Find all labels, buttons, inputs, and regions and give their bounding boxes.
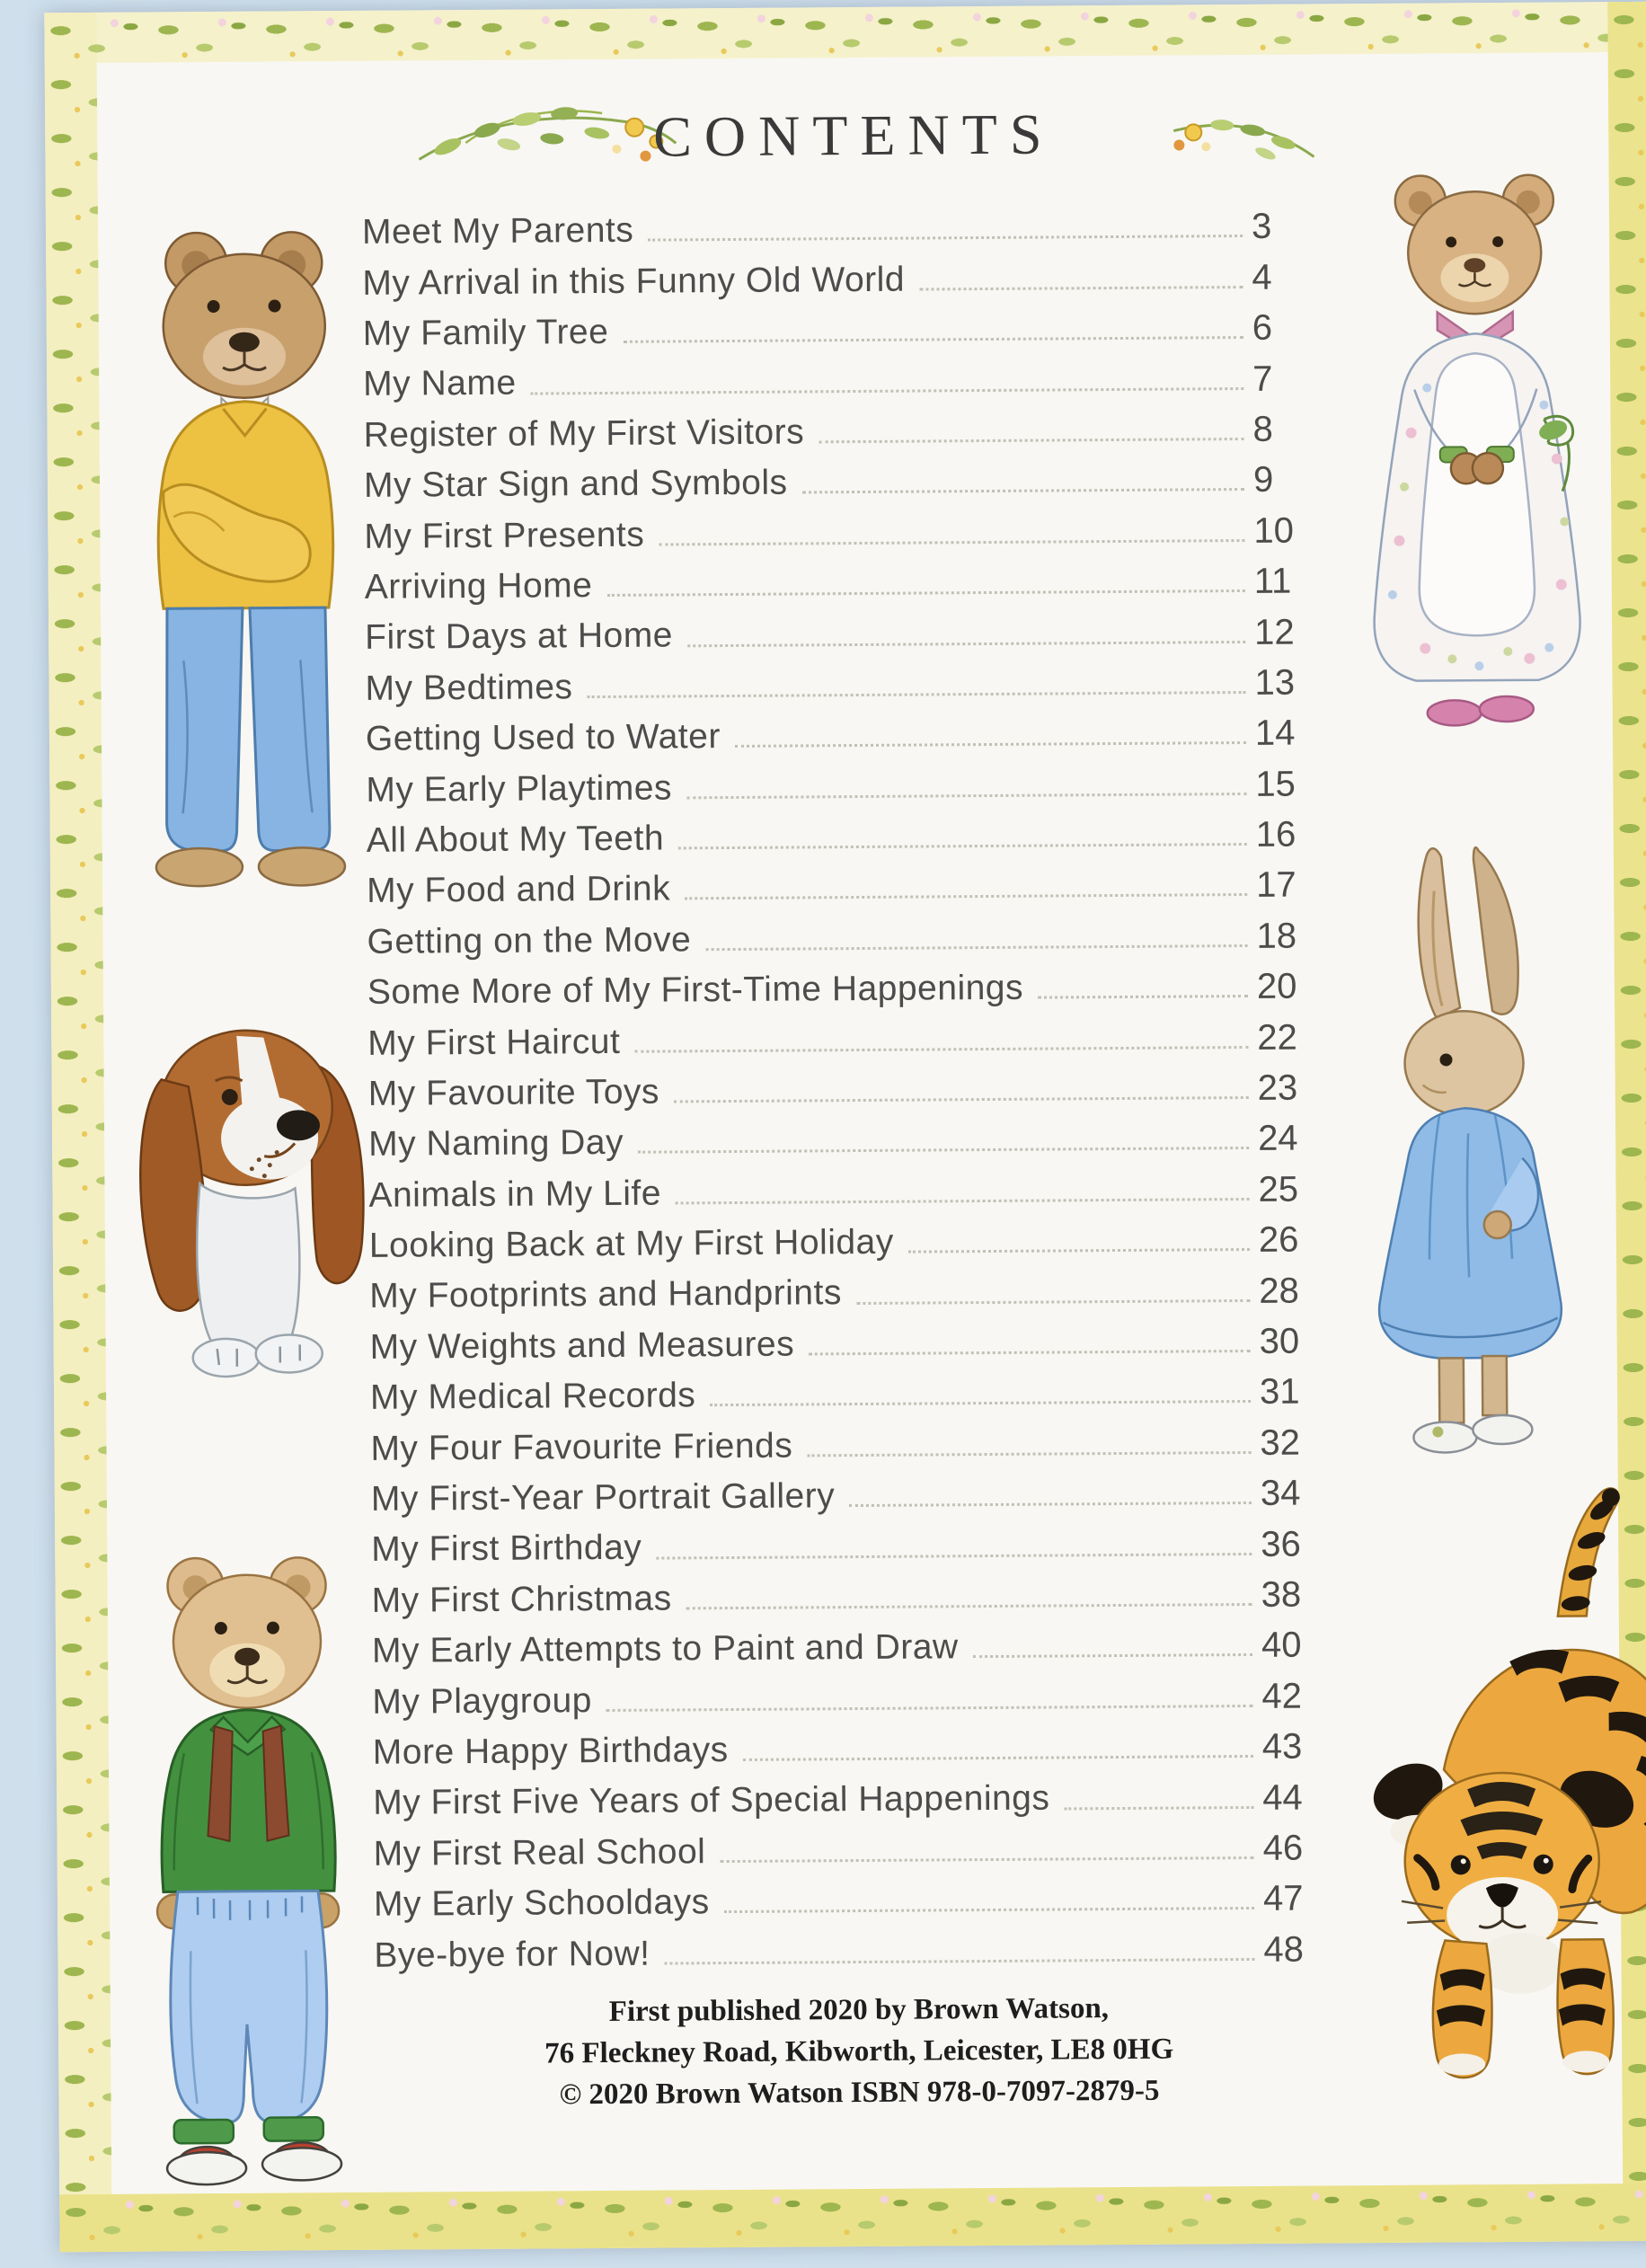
- toc-entry-page: 22: [1257, 1017, 1297, 1058]
- toc-entry: [366, 701, 1334, 758]
- toc-entry-label: My First Five Years of Special Happenings: [373, 1778, 1050, 1823]
- toc-entry-page: 16: [1255, 814, 1296, 855]
- dotted-leader: [1064, 1805, 1253, 1809]
- toc-entry-label: Getting Used to Water: [365, 717, 721, 759]
- dotted-leader: [687, 641, 1245, 647]
- toc-entry-label: Some More of My First-Time Happenings: [367, 968, 1024, 1012]
- dotted-leader: [819, 438, 1243, 443]
- toc-entry: [362, 245, 1331, 303]
- toddler-teddy-bear-illustration: [112, 1537, 382, 2190]
- toc-entry-label: My Family Tree: [362, 313, 609, 353]
- toc-entry-label: My First-Year Portrait Gallery: [370, 1476, 836, 1519]
- dotted-leader: [678, 843, 1247, 849]
- toc-entry-page: 3: [1251, 207, 1272, 247]
- toc-entry-label: Arriving Home: [364, 566, 593, 607]
- dotted-leader: [720, 1856, 1253, 1863]
- toc-entry: [367, 904, 1335, 961]
- dotted-leader: [623, 336, 1243, 343]
- mother-teddy-bear-illustration: [1350, 162, 1606, 761]
- imprint-line-2: 76 Fleckney Road, Kibworth, Leicester, LE8 0HG: [544, 2033, 1174, 2070]
- dotted-leader: [735, 741, 1246, 748]
- toc-entry-page: 14: [1254, 713, 1296, 754]
- father-teddy-bear-illustration: [109, 192, 383, 895]
- book-page: [44, 2, 1646, 2253]
- toc-entry-page: 17: [1255, 865, 1296, 906]
- toc-entry: [367, 954, 1336, 1012]
- rabbit-illustration: [1344, 836, 1591, 1466]
- toc-entry: [367, 1006, 1336, 1063]
- toc-entry-page: 18: [1256, 916, 1297, 956]
- toc-entry-label: My Bedtimes: [365, 668, 573, 708]
- toc-entry-label: Animals in My Life: [368, 1174, 662, 1215]
- imprint-line-3: © 2020 Brown Watson ISBN 978-0-7097-2879-5: [559, 2074, 1160, 2112]
- toc-entry-label: My Favourite Toys: [367, 1072, 660, 1113]
- toc-entry-page: 23: [1257, 1068, 1298, 1108]
- toc-entry-page: 8: [1252, 409, 1273, 449]
- toc-entry-label: My Early Playtimes: [366, 768, 673, 810]
- toc-entry-label: My Playgroup: [372, 1680, 593, 1722]
- toc-entry: [363, 397, 1332, 455]
- dotted-leader: [973, 1653, 1252, 1658]
- dotted-leader: [856, 1299, 1250, 1305]
- dotted-leader: [809, 1350, 1251, 1355]
- toc-entry: [365, 549, 1333, 607]
- toc-entry-page: 48: [1263, 1929, 1305, 1970]
- toc-entry: [373, 1765, 1341, 1822]
- toc-entry-page: 31: [1259, 1371, 1300, 1413]
- dotted-leader: [648, 235, 1243, 242]
- toc-entry-page: 25: [1258, 1169, 1299, 1209]
- dotted-leader: [676, 1198, 1250, 1204]
- toc-entry: [365, 599, 1333, 657]
- toc-entry-label: My Four Favourite Friends: [370, 1426, 793, 1468]
- toc-entry-label: My Medical Records: [369, 1376, 696, 1418]
- toc-entry: [371, 1511, 1340, 1569]
- toc-entry-page: 7: [1252, 359, 1273, 399]
- toc-entry: [368, 1157, 1337, 1215]
- dotted-leader: [634, 1046, 1248, 1053]
- dotted-leader: [908, 1248, 1250, 1254]
- toc-entry-label: My Early Attempts to Paint and Draw: [371, 1627, 959, 1671]
- toc-entry-label: Register of My First Visitors: [363, 412, 805, 455]
- toc-entry: [373, 1816, 1341, 1874]
- toc-entry: [371, 1461, 1340, 1519]
- toc-entry-page: 4: [1252, 257, 1272, 297]
- toc-entry-label: My First Presents: [364, 515, 645, 556]
- toc-entry-page: 46: [1262, 1828, 1304, 1868]
- toc-entry: [373, 1714, 1341, 1772]
- toc-entry-page: 43: [1261, 1726, 1303, 1767]
- toc-entry: [362, 194, 1331, 252]
- toc-entry-page: 32: [1260, 1422, 1301, 1463]
- toc-entry-page: 34: [1260, 1473, 1301, 1514]
- toc-list: [362, 194, 1343, 1974]
- imprint-line-1: First published 2020 by Brown Watson,: [608, 1992, 1110, 2028]
- toc-entry-page: 30: [1259, 1321, 1300, 1361]
- dotted-leader: [638, 1147, 1249, 1154]
- toc-entry-label: Bye-bye for Now!: [374, 1934, 650, 1975]
- toc-entry-page: 42: [1261, 1676, 1303, 1716]
- toc-entry: [369, 1258, 1338, 1316]
- toc-entry: [367, 802, 1335, 860]
- toc-entry-label: Looking Back at My First Holiday: [368, 1222, 894, 1265]
- floral-border-top: [44, 2, 1646, 64]
- toc-entry-label: My Star Sign and Symbols: [363, 463, 788, 506]
- dotted-leader: [685, 893, 1247, 899]
- toc-entry-label: My Food and Drink: [367, 869, 671, 911]
- imprint-footer: [375, 1986, 1344, 2117]
- dotted-leader: [919, 286, 1243, 291]
- dotted-leader: [674, 1096, 1249, 1103]
- toc-entry-page: 26: [1258, 1219, 1299, 1261]
- dotted-leader: [802, 488, 1244, 493]
- toc-entry-page: 12: [1254, 612, 1295, 652]
- toc-entry: [363, 296, 1332, 353]
- toc-entry: [371, 1563, 1340, 1620]
- toc-entry: [363, 346, 1332, 403]
- toc-entry-page: 44: [1262, 1777, 1303, 1818]
- dotted-leader: [588, 691, 1246, 698]
- page-title: CONTENTS: [652, 102, 1055, 169]
- toc-entry-page: 13: [1254, 662, 1296, 703]
- dotted-leader: [849, 1502, 1252, 1507]
- toc-entry-label: My Naming Day: [367, 1123, 624, 1165]
- toc-entry-label: My First Haircut: [367, 1022, 621, 1063]
- toc-entry-page: 20: [1256, 966, 1297, 1007]
- toc-entry-label: My First Christmas: [371, 1579, 672, 1620]
- toc-entry-label: My Arrival in this Funny Old World: [362, 260, 906, 303]
- dotted-leader: [686, 793, 1246, 799]
- toc-entry: [369, 1309, 1338, 1367]
- toc-entry: [372, 1613, 1341, 1670]
- dotted-leader: [686, 1603, 1252, 1609]
- toc-entry-page: 40: [1261, 1625, 1302, 1666]
- dotted-leader: [1038, 995, 1248, 999]
- dotted-leader: [656, 1553, 1252, 1560]
- dotted-leader: [724, 1907, 1254, 1913]
- toc-entry-label: My Weights and Measures: [369, 1324, 795, 1367]
- toc-entry-page: 10: [1253, 510, 1295, 551]
- toc-entry: [372, 1664, 1341, 1722]
- toc-entry: [364, 499, 1332, 556]
- toc-entry-page: 36: [1261, 1524, 1301, 1564]
- toc-entry-page: 38: [1261, 1574, 1302, 1615]
- toc-entry-label: More Happy Birthdays: [372, 1731, 729, 1772]
- toc-entry-label: Meet My Parents: [361, 211, 634, 252]
- dotted-leader: [606, 1705, 1253, 1712]
- toc-entry-label: Getting on the Move: [367, 920, 692, 961]
- toc-entry: [367, 853, 1335, 910]
- dotted-leader: [743, 1755, 1253, 1761]
- tiger-cub-illustration: [1332, 1470, 1646, 2106]
- toc-entry: [370, 1360, 1339, 1417]
- toc-entry-label: My Early Schooldays: [373, 1883, 710, 1924]
- basset-hound-illustration: [109, 990, 390, 1387]
- toc-entry: [368, 1106, 1337, 1164]
- toc-entry-label: My Footprints and Handprints: [369, 1273, 843, 1316]
- toc-entry: [366, 752, 1334, 810]
- dotted-leader: [705, 944, 1247, 951]
- floral-border-left: [44, 13, 111, 2252]
- toc-entry: [370, 1411, 1339, 1468]
- toc-entry-page: 6: [1252, 307, 1273, 349]
- toc-entry: [374, 1918, 1342, 1975]
- toc-entry-label: My First Real School: [373, 1832, 706, 1874]
- toc-entry-label: My First Birthday: [371, 1528, 642, 1570]
- toc-entry-page: 47: [1262, 1878, 1304, 1919]
- toc-entry: [364, 447, 1332, 505]
- toc-entry-label: First Days at Home: [365, 616, 674, 658]
- toc-entry: [374, 1866, 1342, 1924]
- toc-entry-label: All About My Teeth: [366, 819, 665, 860]
- toc-entry-page: 15: [1255, 764, 1296, 804]
- toc-entry-page: 9: [1252, 460, 1274, 501]
- toc-entry: [367, 1056, 1336, 1113]
- dotted-leader: [659, 539, 1244, 546]
- toc-entry: [369, 1208, 1338, 1265]
- toc-entry-page: 24: [1257, 1119, 1298, 1159]
- dotted-leader: [665, 1958, 1255, 1965]
- toc-entry: [365, 651, 1333, 708]
- toc-entry-page: 11: [1253, 561, 1292, 602]
- floral-border-bottom: [59, 2184, 1646, 2253]
- dotted-leader: [531, 387, 1244, 395]
- dotted-leader: [606, 589, 1244, 597]
- toc-entry-page: 28: [1259, 1271, 1299, 1311]
- dotted-leader: [807, 1451, 1251, 1457]
- dotted-leader: [710, 1400, 1251, 1406]
- toc-entry-label: My Name: [363, 364, 517, 404]
